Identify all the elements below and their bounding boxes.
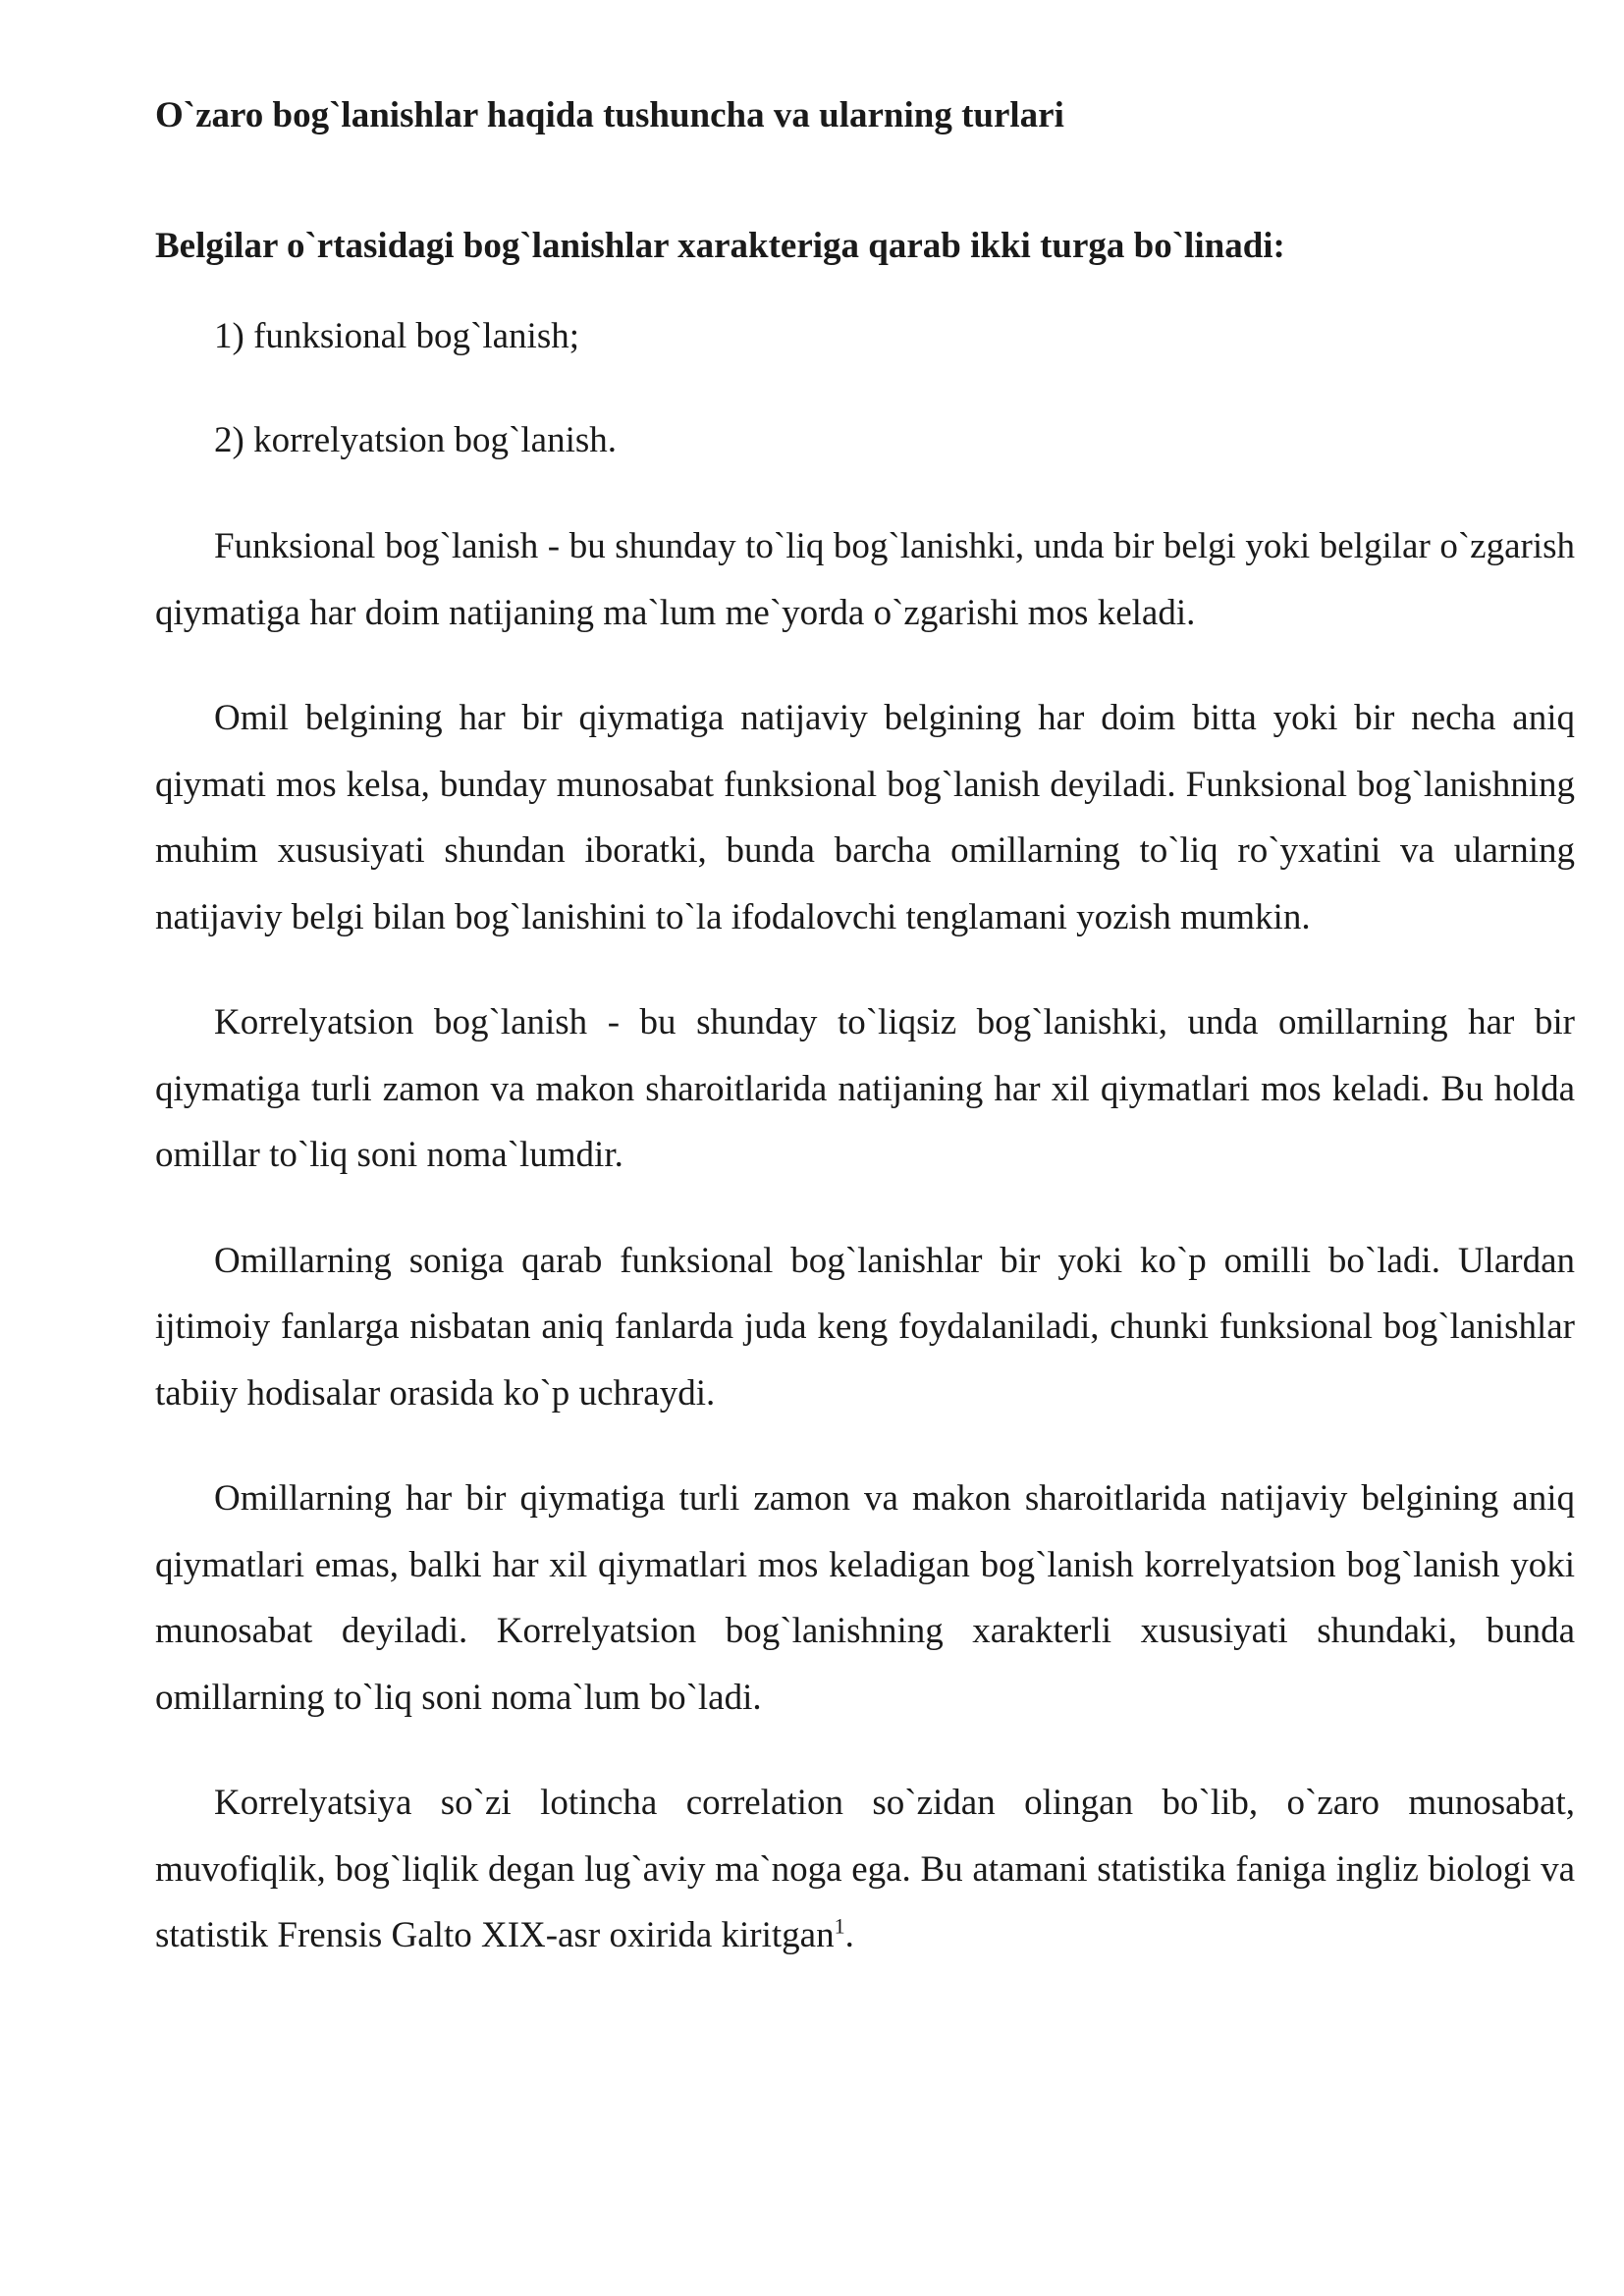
section-heading: Belgilar o`rtasidagi bog`lanishlar xarakteriga qarab ikki turga bo`linadi:: [155, 226, 1285, 266]
document-page: [155, 90, 1575, 1969]
list-item: 2) korrelyatsion bog`lanish.: [214, 420, 617, 460]
paragraph: Omillarning soniga qarab funksional bog`lanishlar bir yoki ko`p omilli bo`ladi. Ulardan ijtimoiy fanlarga nisbatan aniq fanlarda juda keng foydalaniladi, chunki funksional bog`lanishlar tabiiy hodisalar orasida ko`p uchraydi.: [155, 1240, 1575, 1414]
paragraph: Omillarning har bir qiymatiga turli zamon va makon sharoitlarida natijaviy belgining aniq qiymatlari emas, balki har xil qiymatlari mos keladigan bog`lanish korrelyatsion bog`lanish yoki munosabat deyiladi. Korrelyatsion bog`lanishning xarakterli xususiyati shundaki, bunda omillarning to`liq soni noma`lum bo`ladi.: [155, 1478, 1575, 1718]
list-item: 1) funksional bog`lanish;: [214, 316, 580, 356]
paragraph: Omil belgining har bir qiymatiga natijaviy belgining har doim bitta yoki bir necha aniq qiymati mos kelsa, bunday munosabat funksional bog`lanish deyiladi. Funksional bog`lanishning muhim xususiyati shundan iboratki, bunda barcha omillarning to`liq ro`yxatini va ularning natijaviy belgi bilan bog`lanishini to`la ifodalovchi tenglamani yozish mumkin.: [155, 698, 1575, 937]
paragraph-with-footnote: [155, 1770, 1575, 1969]
paragraph: Funksional bog`lanish - bu shunday to`liq bog`lanishki, unda bir belgi yoki belgilar o`zgarish qiymatiga har doim natijaning ma`lum me`yorda o`zgarishi mos keladi.: [155, 526, 1575, 633]
document-title: O`zaro bog`lanishlar haqida tushuncha va ularning turlari: [155, 95, 1064, 135]
paragraph-end: .: [844, 1915, 854, 1955]
footnote-marker[interactable]: 1: [834, 1913, 845, 1939]
paragraph-text: Korrelyatsiya so`zi lotincha correlation so`zidan olingan bo`lib, o`zaro munosabat, muvofiqlik, bog`liqlik degan lug`aviy ma`noga ega. Bu atamani statistika faniga ingliz biologi va statistik Frensis Galto XIX-asr oxirida kiritgan: [155, 1783, 1575, 1955]
paragraph: Korrelyatsion bog`lanish - bu shunday to`liqsiz bog`lanishki, unda omillarning har bir qiymatiga turli zamon va makon sharoitlarida natijaning har xil qiymatlari mos keladi. Bu holda omillar to`liq soni noma`lumdir.: [155, 1002, 1575, 1175]
